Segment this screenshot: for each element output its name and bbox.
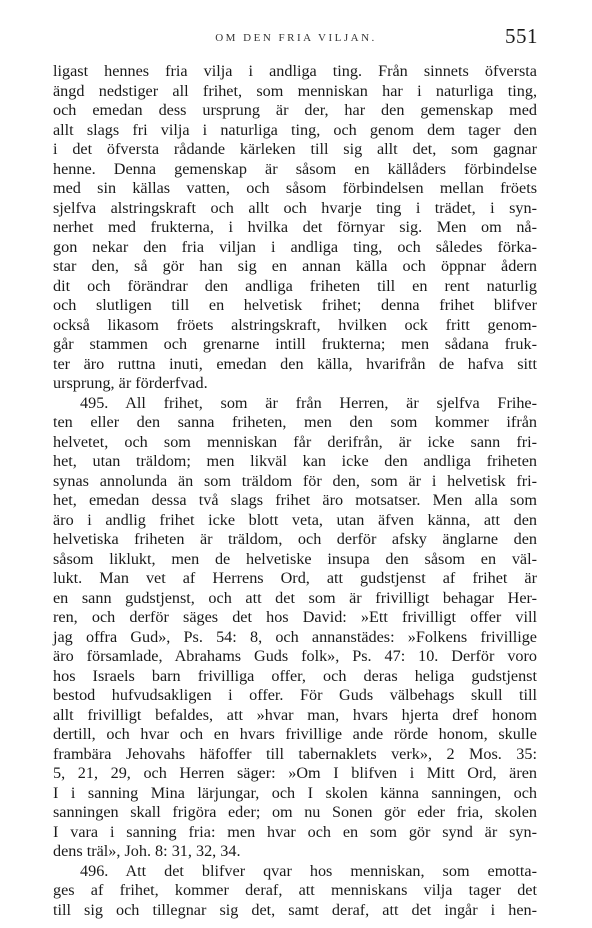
text-line: I i sanning Mina lärjungar, och I skolen känna sanningen, och (53, 783, 537, 802)
text-line: ges af frihet, kommer deraf, att menniskans vilja tager det (53, 881, 537, 899)
text-line: synas annolunda än som träldom för den, som är i helvetisk fri- (53, 471, 537, 490)
text-line: äro i andlig frihet icke blott veta, utan äfven känna, att den (53, 510, 537, 529)
text-line: frambära Jehovahs häfoffer till tabernaklets verk», 2 Mos. 35: (53, 744, 537, 763)
text-line: dens träl», Joh. 8: 31, 32, 34. (53, 842, 241, 860)
text-line: 495. All frihet, som är från Herren, är sjelfva Frihe- (80, 393, 537, 412)
text-line: helvetet, och som menniskan får derifrån, är icke sann fri- (53, 432, 537, 451)
text-line: till sig och tillegnar sig det, samt deraf, att det ingår i hen- (53, 900, 537, 919)
text-line: ren, och derför säges det hos David: »Ett frivilligt offer vill (53, 608, 537, 626)
text-line: allt slags fri vilja i naturliga ting, och genom dem tager den (53, 120, 537, 139)
text-line: och emedan dess ursprung är der, har den gemenskap med (53, 101, 537, 119)
page-header (52, 24, 540, 54)
text-line: 5, 21, 29, och Herren säger: »Om I blifven i Mitt Ord, ären (53, 764, 537, 782)
text-line: ursprung, är förderfvad. (53, 374, 208, 392)
text-line: I vara i sanning fria: men hvar och en som gör synd är syn- (53, 822, 537, 841)
text-line: helvetiska friheten är träldom, och derför afsky änglarne den (53, 530, 537, 548)
text-line: dertill, och hvar och en hvars frivillige ande rörde honom, skulle (53, 725, 537, 743)
text-line: bestod hufvudsakligen i offer. För Guds välbehags skull till (53, 686, 537, 704)
text-line: med sin källas vatten, och såsom förbindelsen mellan fröets (53, 179, 537, 197)
text-line: också likasom fröets alstringskraft, hvilken ock fritt genom- (53, 315, 537, 334)
text-line: nerhet med frukterna, i hvilka det förnyar sig. Men om nå- (53, 218, 537, 236)
text-line: och slutligen till en helvetisk frihet; denna frihet blifver (53, 296, 537, 314)
text-line: star den, så gör han sig en annan källa och öppnar ådern (53, 257, 537, 275)
text-line: dit och förändrar den andliga friheten till en rent naturlig (53, 276, 537, 295)
text-line: går stammen och grenarne intill frukterna; men sådana fruk- (53, 335, 537, 353)
text-line: äro församlade, Abrahams Guds folk», Ps. 47: 10. Derför voro (53, 647, 537, 665)
text-line: såsom liklukt, men de helvetiske insupa den såsom en väl- (53, 549, 537, 568)
page-number: 551 (505, 24, 538, 48)
text-line: ligast hennes fria vilja i andliga ting. Från sinnets öfversta (53, 62, 537, 80)
text-line: en sann gudstjenst, och att det som är frivilligt behagar Her- (53, 588, 537, 607)
text-line: i det öfversta rådande kärleken till sig allt det, som gagnar (53, 140, 537, 158)
text-line: het, utan träldom; men likväl kan icke den andliga friheten (53, 452, 537, 470)
running-title: OM DEN FRIA VILJAN. (215, 32, 377, 44)
text-line: het, emedan dessa två slags frihet äro motsatser. Men alla som (53, 491, 537, 509)
text-line: 496. Att det blifver qvar hos menniskan, som emotta- (80, 861, 537, 880)
text-line: hos Israels barn frivilliga offer, och deras heliga gudstjenst (53, 666, 537, 685)
text-line: allt frivilligt befaldes, att »hvar man, hvars hjerta dref honom (53, 705, 537, 724)
text-line: gon nekar den fria viljan i andliga ting, och således förka- (53, 237, 537, 256)
text-line: henne. Denna gemenskap är såsom en källåders förbindelse (53, 159, 537, 178)
text-line: lukt. Man vet af Herrens Ord, att gudstjenst af frihet är (53, 569, 537, 587)
text-line: ter äro ruttna inuti, emedan den källa, hvarifrån de hafva sitt (53, 354, 537, 373)
text-line: jag offra Gud», Ps. 54: 8, och annanstädes: »Folkens frivillige (53, 627, 537, 646)
body-text (53, 62, 537, 920)
text-line: sjelfva alstringskraft och allt och hvarje ting i trädet, i syn- (53, 198, 537, 217)
text-line: ten eller den sanna friheten, men den som kommer ifrån (53, 413, 537, 431)
text-line: ängd nedstiger all frihet, som menniskan har i naturliga ting, (53, 81, 537, 100)
text-line: sanningen skall frigöra eder; om nu Sonen gör eder fria, skolen (53, 803, 537, 821)
